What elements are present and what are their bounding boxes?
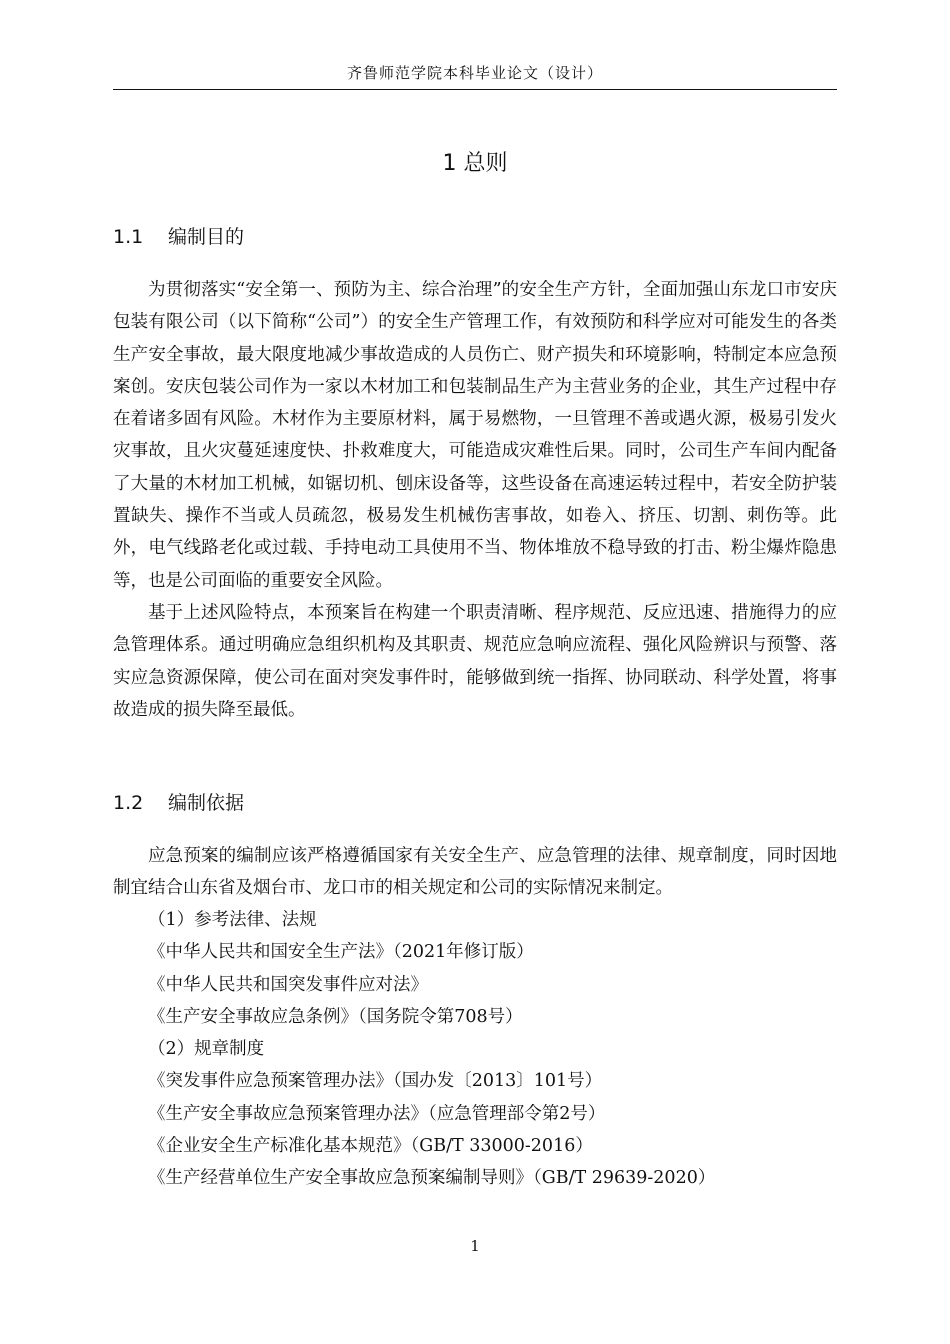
section-number: 1.1 <box>113 226 144 248</box>
reference-list <box>148 904 715 1195</box>
page-number: 1 <box>470 1237 480 1255</box>
list-item: 《中华人民共和国安全生产法》（2021年修订版） <box>148 942 534 963</box>
chapter-title: 1 总则 <box>442 151 508 176</box>
list-item: 《企业安全生产标准化基本规范》（GB/T 33000-2016） <box>148 1136 593 1157</box>
list-item: 《中华人民共和国突发事件应对法》 <box>148 974 428 995</box>
paragraph: 为贯彻落实“安全第一、预防为主、综合治理”的安全生产方针，全面加强山东龙口市安庆包装有限公司（以下简称“公司”）的安全生产管理工作，有效预防和科学应对可能发生的各类生产安全事故，最大限度地减少事故造成的人员伤亡、财产损失和环境影响，特制定本应急预案创。安庆包装公司作为一家以木材加工和包装制品生产为主营业务的企业，其生产过程中存在着诸多固有风险。木材作为主要原材料，属于易燃物，一旦管理不善或遇火源，极易引发火灾事故，且火灾蔓延速度快、扑救难度大，可能造成灾难性后果。同时，公司生产车间内配备了大量的木材加工机械，如锯切机、刨床设备等，这些设备在高速运转过程中，若安全防护装置缺失、操作不当或人员疏忽，极易发生机械伤害事故，如卷入、挤压、切割、刺伤等。此外，电气线路老化或过载、手持电动工具使用不当、物体堆放不稳导致的打击、粉尘爆炸隐患等，也是公司面临的重要安全风险。 <box>113 280 837 591</box>
section-title-text: 编制目的 <box>168 226 245 248</box>
page-header: 齐鲁师范学院本科毕业论文（设计） <box>113 62 837 90</box>
list-item: 《生产安全事故应急预案管理办法》（应急管理部令第2号） <box>148 1103 606 1124</box>
section-heading-1-1 <box>113 222 244 249</box>
section-title-text: 编制依据 <box>168 792 245 814</box>
paragraph: 应急预案的编制应该严格遵循国家有关安全生产、应急管理的法律、规章制度，同时因地制宜结合山东省及烟台市、龙口市的相关规定和公司的实际情况来制定。 <box>113 846 837 899</box>
section-1-1-body <box>113 274 837 726</box>
section-heading-1-2 <box>113 788 244 815</box>
section-number: 1.2 <box>113 792 144 814</box>
section-1-2-body <box>113 840 837 905</box>
list-item: （2）规章制度 <box>148 1039 265 1060</box>
list-item: 《生产安全事故应急条例》（国务院令第708号） <box>148 1006 523 1027</box>
list-item: 《突发事件应急预案管理办法》（国办发〔2013〕101号） <box>148 1071 603 1092</box>
list-item: （1）参考法律、法规 <box>148 910 317 930</box>
list-item: 《生产经营单位生产安全事故应急预案编制导则》（GB/T 29639-2020） <box>148 1168 716 1189</box>
paragraph: 基于上述风险特点，本预案旨在构建一个职责清晰、程序规范、反应迅速、措施得力的应急管理体系。通过明确应急组织机构及其职责、规范应急响应流程、强化风险辨识与预警、落实应急资源保障，使公司在面对突发事件时，能够做到统一指挥、协同联动、科学处置，将事故造成的损失降至最低。 <box>113 602 837 720</box>
